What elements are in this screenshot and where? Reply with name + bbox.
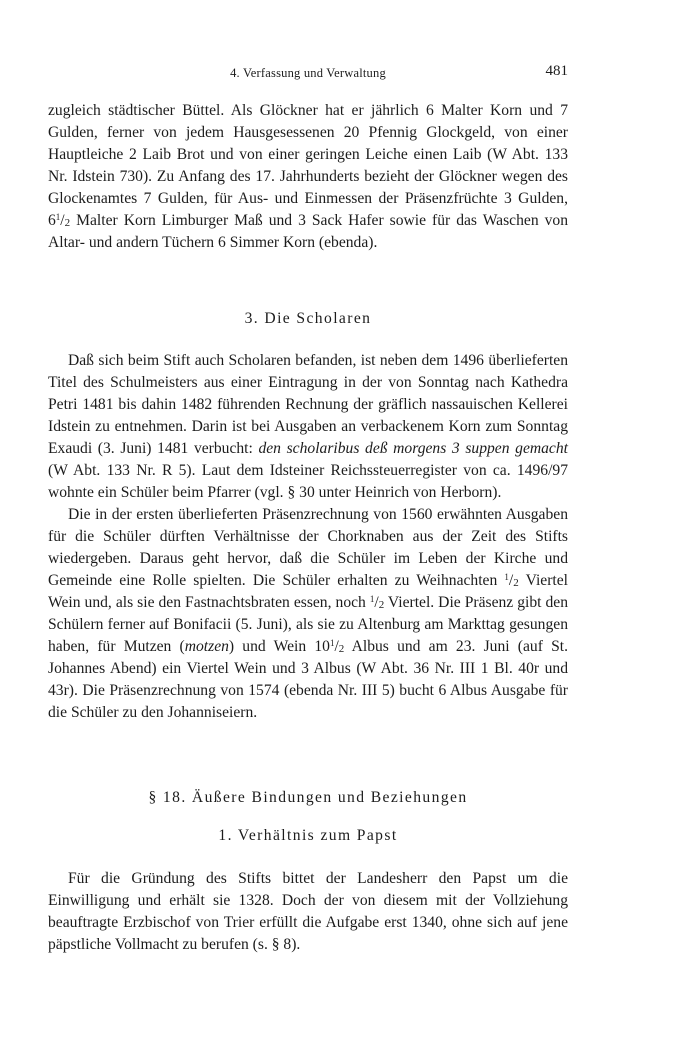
paragraph-scholaren: Daß sich beim Stift auch Scholaren befanden, ist neben dem 1496 überlieferten Titel des Schulmeisters aus einer Eintragung in der von Sonntag nach Kathedra Petri 1481 bis dahin 1482 führenden Rechnung der gräflich nassauischen Kellerei Idstein zu entnehmen. Darin ist bei Ausgaben an verbackenem Korn zum Sonntag Exaudi (3. Juni) 1481 verbucht: den scholaribus deß morgens 3 suppen gemacht (W Abt. 133 Nr. R 5). Laut dem Idsteiner Reichssteuerregister von ca. 1496/97 wohnte ein Schüler beim Pfarrer (vgl. § 30 unter Heinrich von Herborn). Die in der ersten überlieferten Präsenzrechnung von 1560 erwähnten Ausgaben für die Schüler dürften Verhältnisse der Chorknaben aus der Zeit des Stifts wiedergeben. Daraus geht hervor, daß die Schüler im Leben der Kirche und Gemeinde eine Rolle spielten. Die Schüler erhalten zu Weihnachten $^1/_2$ Viertel Wein und, als sie den Fastnachtsbraten essen, noch $^1/_2$ Viertel. Die Präsenz gibt den Schülern ferner auf Bonifacii (5. Juni), als sie zu Altenburg am Markttag gesungen haben, für Mutzen (motzen) und Wein $10^1/_2$ Albus und am 23. Juni (auf St. Johannes Abend) ein Viertel Wein und 3 Albus (W Abt. 36 Nr. III 1 Bl. 40r und 43r). Die Präsenzrechnung von 1574 (ebenda Nr. III 5) bucht 6 Albus Ausgabe für die Schüler zu den Johanniseiern. [48,352,569,721]
fraction-numerator: 1 [329,638,335,648]
fraction-denominator: 2 [64,217,71,229]
text-run: zugleich städtischer Büttel. Als Glöckner hat er jährlich 6 Malter Korn und 7 Gulden, ferner von jedem Hausgesessenen 20 Pfennig Glockgeld, von einer Hauptleiche 2 Laib Brot und von einer geringen Leiche einen Laib (W Abt. 133 Nr. Idstein 730). Zu Anfang des 17. Jahrhunderts bezieht der Glöckner wegen des Glockenamtes 7 Gulden, für Aus- und Einmessen der Präsenzfrüchte 3 Gulden, 6 [48,102,568,229]
paragraph-glockner: zugleich städtischer Büttel. Als Glöckner hat er jährlich 6 Malter Korn und 7 Gulden, ferner von jedem Hausgesessenen 20 Pfennig Glockgeld, von einer Hauptleiche 2 Laib Brot und von einer geringen Leiche einen Laib (W Abt. 133 Nr. Idstein 730). Zu Anfang des 17. Jahrhunderts bezieht der Glöckner wegen des Glockenamtes 7 Gulden, für Aus- und Einmessen der Präsenzfrüchte 3 Gulden, $6^1/_2$ Malter Korn Limburger Maß und 3 Sack Hafer sowie für das Waschen von Altar- und andern Tüchern 6 Simmer Korn (ebenda). [48,102,568,251]
fraction-denominator: 2 [513,577,519,589]
text-run: (W Abt. 133 Nr. R 5). Laut dem Idsteiner Reichssteuerregister von ca. 1496/97 wohnte ein Schüler beim Pfarrer (vgl. § 30 unter Heinrich von Herborn). [48,462,568,501]
heading-papst: 1. Verhältnis zum Papst [218,827,398,844]
heading-section-18: § 18. Äußere Bindungen und Beziehungen [148,789,468,806]
running-head-title: 4. Verfassung und Verwaltung [230,66,386,80]
text-run: Malter Korn Limburger Maß und 3 Sack Hafer sowie für das Waschen von Altar- und andern Tüchern 6 Simmer Korn (ebenda). [48,212,568,251]
text-run: Viertel. Die Präsenz gibt den Schülern ferner auf Bonifacii (5. Juni), als sie zu Altenburg am Markttag gesungen haben, für Mutzen ( [48,594,569,655]
fraction-numerator: 1 [369,594,375,604]
paragraph-papst [48,868,568,956]
text-run: ) und Wein 10 [228,638,330,655]
page-number: 481 [545,63,568,79]
fraction-numerator: 1 [504,572,509,582]
heading-scholaren: 3. Die Scholaren [244,310,372,327]
text-run: Albus und am 23. Juni (auf St. Johannes Abend) ein Viertel Wein und 3 Albus (W Abt. 36 Nr. III 1 Bl. 40r und 43r). Die Präsenzrechnung von 1574 (ebenda Nr. III 5) bucht 6 Albus Ausgabe für die Schüler zu den Johanniseiern. [48,638,568,721]
italic-term: motzen [184,638,229,655]
fraction-denominator: 2 [338,643,345,655]
latin-quote: den scholaribus deß morgens 3 suppen gemacht [258,440,568,457]
fraction-denominator: 2 [378,599,385,611]
text-run: Die in der ersten überlieferten Präsenzrechnung von 1560 erwähnten Ausgaben für die Schüler dürften Verhältnisse der Chorknaben aus der Zeit des Stifts wiedergeben. Daraus geht hervor, daß die Schüler im Leben der Kirche und Gemeinde eine Rolle spielten. Die Schüler erhalten zu Weihnachten [48,506,568,589]
fraction-numerator: 1 [55,212,61,222]
running-head [48,63,568,86]
text-run: Für die Gründung des Stifts bittet der Landesherr den Papst um die Einwilligung und erhält sie 1328. Doch der von diesem mit der Vollziehung beauftragte Erzbischof von Trier erfüllt die Aufgabe erst 1340, ohne sich auf jene päpstliche Vollmacht zu berufen (s. § 8). [48,870,568,953]
text-run: Viertel Wein und, als sie den Fastnachtsbraten essen, noch [48,572,568,611]
text-run: Daß sich beim Stift auch Scholaren befanden, ist neben dem 1496 überlieferten Titel des Schulmeisters aus einer Eintragung in der von Sonntag nach Kathedra Petri 1481 bis dahin 1482 führenden Rechnung der gräflich nassauischen Kellerei Idstein zu entnehmen. Darin ist bei Ausgaben an verbackenem Korn zum Sonntag Exaudi (3. Juni) 1481 verbucht: [48,352,568,457]
